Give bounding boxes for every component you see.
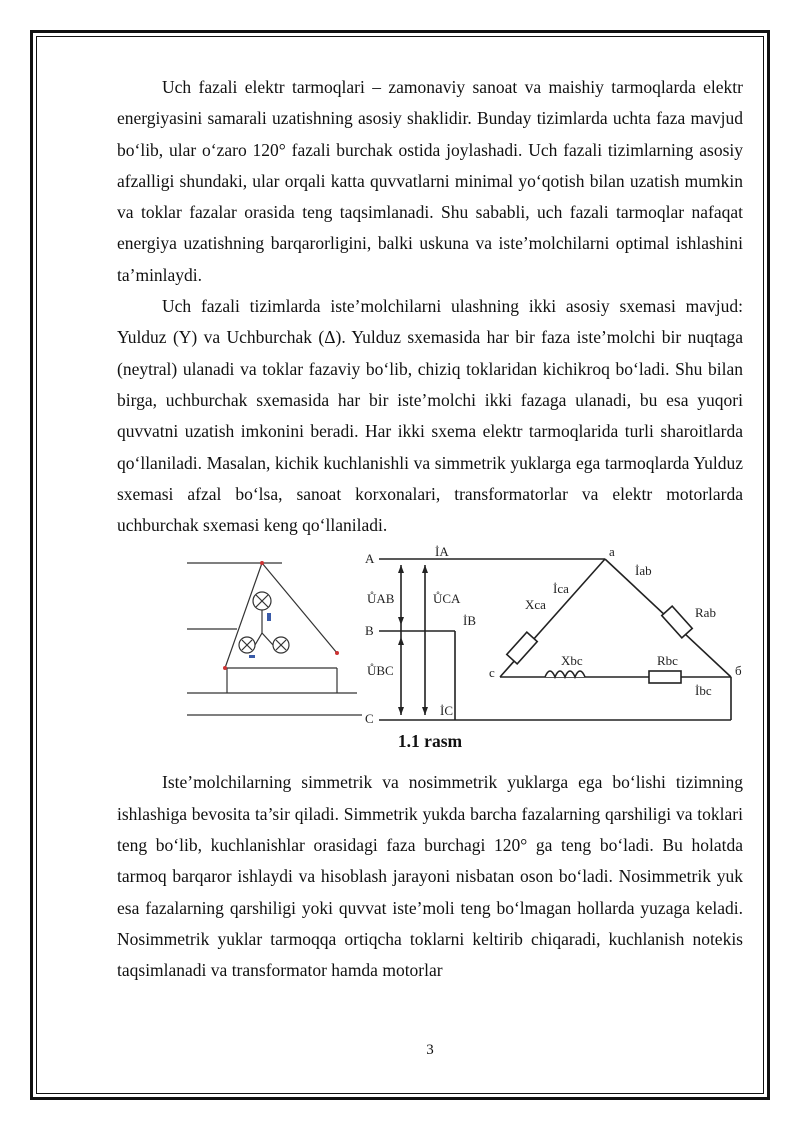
label-current-c: İC [440, 703, 453, 719]
figure-caption: 1.1 rasm [397, 731, 463, 752]
delta-circuit-diagram [365, 545, 745, 725]
label-u-ca: ŮCA [433, 591, 461, 607]
page-number: 3 [426, 1042, 434, 1058]
lamp-connection-diagram [167, 553, 382, 721]
paragraph-2: Uch fazali tizimlarda iste’molchilarni ulashning ikki asosiy sxemasi mavjud: Yulduz (Y) va Uchburchak (Δ). Yulduz sxemasida har bir faza iste’molchi bir nuqtaga (neytral) ulanadi va toklar fazaviy bo‘lib, chiziq toklaridan kichikroq bo‘ladi. Shu bilan birga, uchburchak sxemasida har bir iste’molchi ikki fazaga ulanadi, bu esa yuqori quvvatni uzatish imkonini beradi. Har ikki sxema elektr tarmoqlarida turli sharoitlarda qo‘llaniladi. Masalan, kichik kuchlanishli va simmetrik yuklarga ega tarmoqlarda Yulduz sxemasi afzal bo‘lsa, sanoat korxonalari, transformatorlar va elektr motorlarda uchburchak sxemasi keng qo‘llaniladi. [117, 296, 743, 536]
label-line-b: B [365, 623, 374, 639]
paragraph-1: Uch fazali elektr tarmoqlari – zamonaviy sanoat va maishiy tarmoqlarda elektr energiyasini samarali uzatishning asosiy shaklidir. Bunday tizimlarda uchta faza mavjud bo‘lib, ular o‘zaro 120° fazali burchak ostida joylashadi. Uch fazali tizimlarning asosiy afzalligi shundaki, ular orqali katta quvvatlarni minimal yo‘qotish bilan uzatish mumkin va toklar fazalar orasida teng taqsimlanadi. Shu sababli, uch fazali tarmoqlar nafaqat energiya uzatishning barqarorligini, balki uskuna va iste’molchilarni optimal ishlashini ta’minlaydi. [117, 77, 743, 285]
label-line-c: C [365, 711, 374, 726]
label-node-a: a [609, 545, 615, 560]
label-u-ab: ŮAB [367, 591, 395, 607]
paragraph-3: Iste’molchilarning simmetrik va nosimmetrik yuklarga ega bo‘lishi tizimning ishlashiga bevosita ta’sir qiladi. Simmetrik yukda barcha fazalarning qarshiligi va toklari teng bo‘lib, kuchlanishlar orasidagi faza burchagi 120° ga teng bo‘ladi. Bu holatda tarmoq barqaror ishlaydi va hisoblash jarayoni nisbatan oson bo‘ladi. Nosimmetrik yuk esa fazalarning qarshiligi yoki quvvat iste’moli teng bo‘lmagan hollarda yuzaga keladi. Nosimmetrik yuklar tarmoqqa ortiqcha toklarni keltirib chiqaradi, kuchlanish notekis taqsimlanadi va transformator hamda motorlar [117, 772, 743, 981]
page-content [117, 72, 743, 987]
label-r-bc: Rbc [657, 653, 678, 669]
label-node-c: c [489, 665, 495, 681]
label-u-bc: ŮBC [367, 663, 394, 679]
label-current-b: İB [463, 613, 476, 629]
label-x-bc: Xbc [561, 653, 583, 669]
label-current-a: İA [435, 545, 449, 560]
label-r-ab: Rab [695, 605, 716, 621]
label-node-b: б [735, 663, 742, 679]
label-x-ca: Xca [525, 597, 546, 613]
label-line-a: A [365, 551, 375, 567]
label-i-ab: İab [635, 563, 652, 579]
label-i-ca: İca [553, 581, 569, 597]
figure-1-1 [117, 545, 743, 767]
label-i-bc: İbc [695, 683, 712, 699]
